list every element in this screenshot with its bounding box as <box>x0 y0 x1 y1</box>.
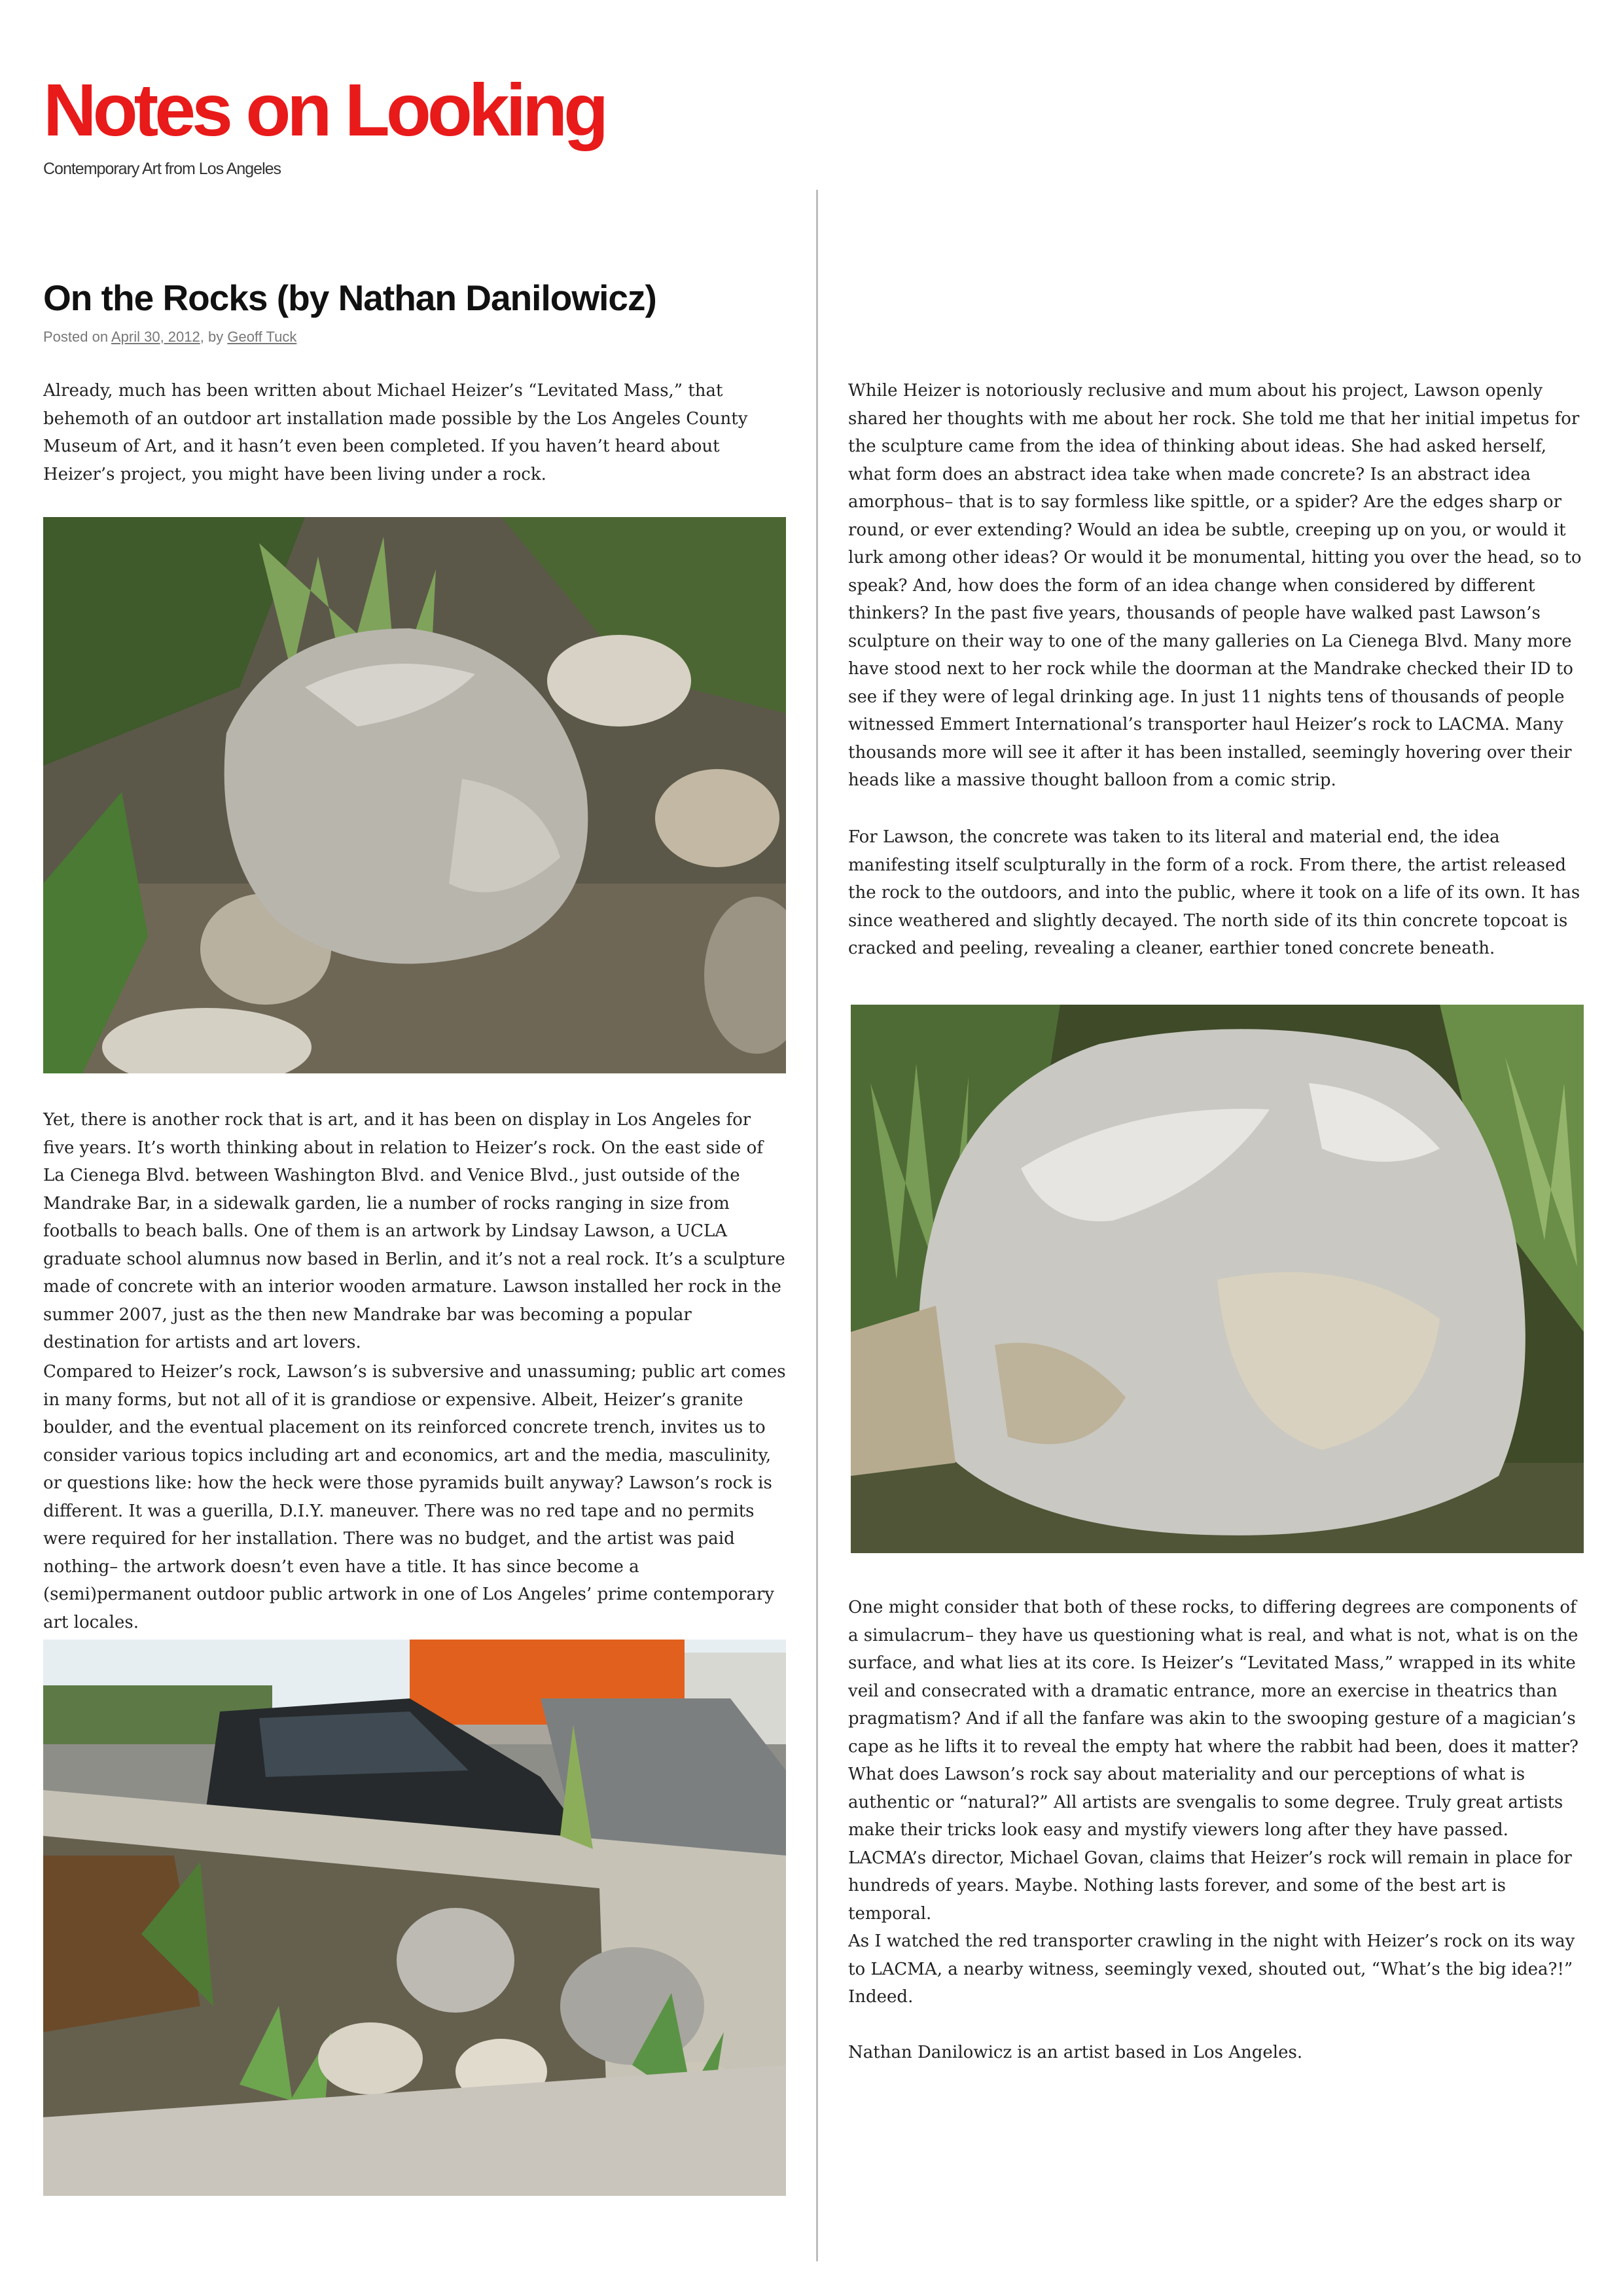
site-title[interactable]: Notes on Looking <box>43 69 605 151</box>
paragraph-for-lawson: For Lawson, the concrete was taken to its literal and material end, the idea manifesting itself sculpturally in the form of a rock. From there, the artist released the rock to the outdoors, and into the public, where it took on a life of its own. It has since weathered and slightly decayed. The north side of its thin concrete topcoat is cracked and peeling, revealing a cleaner, earthier toned concrete beneath. <box>848 827 1580 958</box>
paragraph-author-bio: Nathan Danilowicz is an artist based in Los Angeles. <box>848 2043 1303 2062</box>
post-meta <box>43 329 296 346</box>
posted-on-label: Posted on <box>43 329 109 345</box>
paragraph-simulacrum: One might consider that both of these rocks, to differing degrees are components of a simulacrum– they have us questioning what is real, and what is not, what is on the surface, and what lies at its core. Is Heizer’s “Levitated Mass,” wrapped in its white veil and consecrated with a dramatic entrance, more an exercise in theatrics than pragmatism? And if all the fanfare was akin to the swooping gesture of a magician’s cape as he lifts it to reveal the empty hat where the rabbit had been, does it matter? What does Lawson’s rock say about materiality and our perceptions of what is authentic or “natural?” All artists are svengalis to some degree. Truly great artists make their tricks look easy and mystify viewers long after they have passed. LACMA’s director, Michael Govan, claims that Heizer’s rock will remain in place for hundreds of years. Maybe. Nothing lasts forever, and some of the best art is temporal. <box>848 1598 1578 1924</box>
by-label: , by <box>200 329 224 345</box>
photo-rock-garden <box>43 517 786 1073</box>
paragraph-big-idea: As I watched the red transporter crawling in the night with Heizer’s rock on its way to LACMA, a nearby witness, seemingly vexed, shouted out, “What’s the big idea?!” Indeed. <box>848 1931 1575 2007</box>
site-tagline: Contemporary Art from Los Angeles <box>43 160 281 178</box>
post-date-link[interactable]: April 30, 2012 <box>111 329 200 345</box>
photo-peeling-rock <box>851 1005 1584 1553</box>
photo-sidewalk-garden <box>43 1640 786 2196</box>
author-link[interactable]: Geoff Tuck <box>227 329 297 345</box>
column-divider <box>816 190 818 2261</box>
paragraph-lawson-thoughts: While Heizer is notoriously reclusive and mum about his project, Lawson openly shared her thoughts with me about her rock. She told me that her initial impetus for the sculpture came from the idea of thinking about ideas. She had asked herself, what form does an abstract idea take when made concrete? Is an abstract idea amorphous– that is to say formless like spittle, or a spider? Are the edges sharp or round, or ever extending? Would an idea be subtle, creeping up on you, or would it lurk among other ideas? Or would it be monumental, hitting you over the head, so to speak? And, how does the form of an idea change when considered by different thinkers? In the past five years, thousands of people have walked past Lawson’s sculpture on their way to one of the many galleries on La Cienega Blvd. Many more have stood next to her rock while the doorman at the Mandrake checked their ID to see if they were of legal drinking age. In just 11 nights tens of thousands of people witnessed Emmert International’s transporter haul Heizer’s rock to LACMA. Many thousands more will see it after it has been installed, seemingly hovering over their heads like a massive thought balloon from a comic strip. <box>848 381 1582 790</box>
post-title[interactable]: On the Rocks (by Nathan Danilowicz) <box>43 278 656 318</box>
paragraph-intro: Already, much has been written about Michael Heizer’s “Levitated Mass,” that behemoth of an outdoor art installation made possible by the Los Angeles County Museum of Art, and it hasn’t even been completed. If you haven’t heard about Heizer’s project, you might have been living under a rock. <box>43 381 748 484</box>
paragraph-compared: Compared to Heizer’s rock, Lawson’s is subversive and unassuming; public art comes in many forms, but not all of it is grandiose or expensive. Albeit, Heizer’s granite boulder, and the eventual placement on its reinforced concrete trench, invites us to consider various topics including art and economics, art and the media, masculinity, or questions like: how the heck were those pyramids built anyway? Lawson’s rock is different. It was a guerilla, D.I.Y. maneuver. There was no red tape and no permits were required for her installation. There was no budget, and the artist was paid nothing– the artwork doesn’t even have a title. It has since become a (semi)permanent outdoor public artwork in one of Los Angeles’ prime contemporary art locales. <box>43 1362 786 1632</box>
paragraph-another-rock: Yet, there is another rock that is art, and it has been on display in Los Angeles for five years. It’s worth thinking about in relation to Heizer’s rock. On the east side of La Cienega Blvd. between Washington Blvd. and Venice Blvd., just outside of the Mandrake Bar, in a sidewalk garden, lie a number of rocks ranging in size from footballs to beach balls. One of them is an artwork by Lindsay Lawson, a UCLA graduate school alumnus now based in Berlin, and it’s not a real rock. It’s a sculpture made of concrete with an interior wooden armature. Lawson installed her rock in the summer 2007, just as the then new Mandrake bar was becoming a popular destination for artists and art lovers. <box>43 1110 785 1352</box>
